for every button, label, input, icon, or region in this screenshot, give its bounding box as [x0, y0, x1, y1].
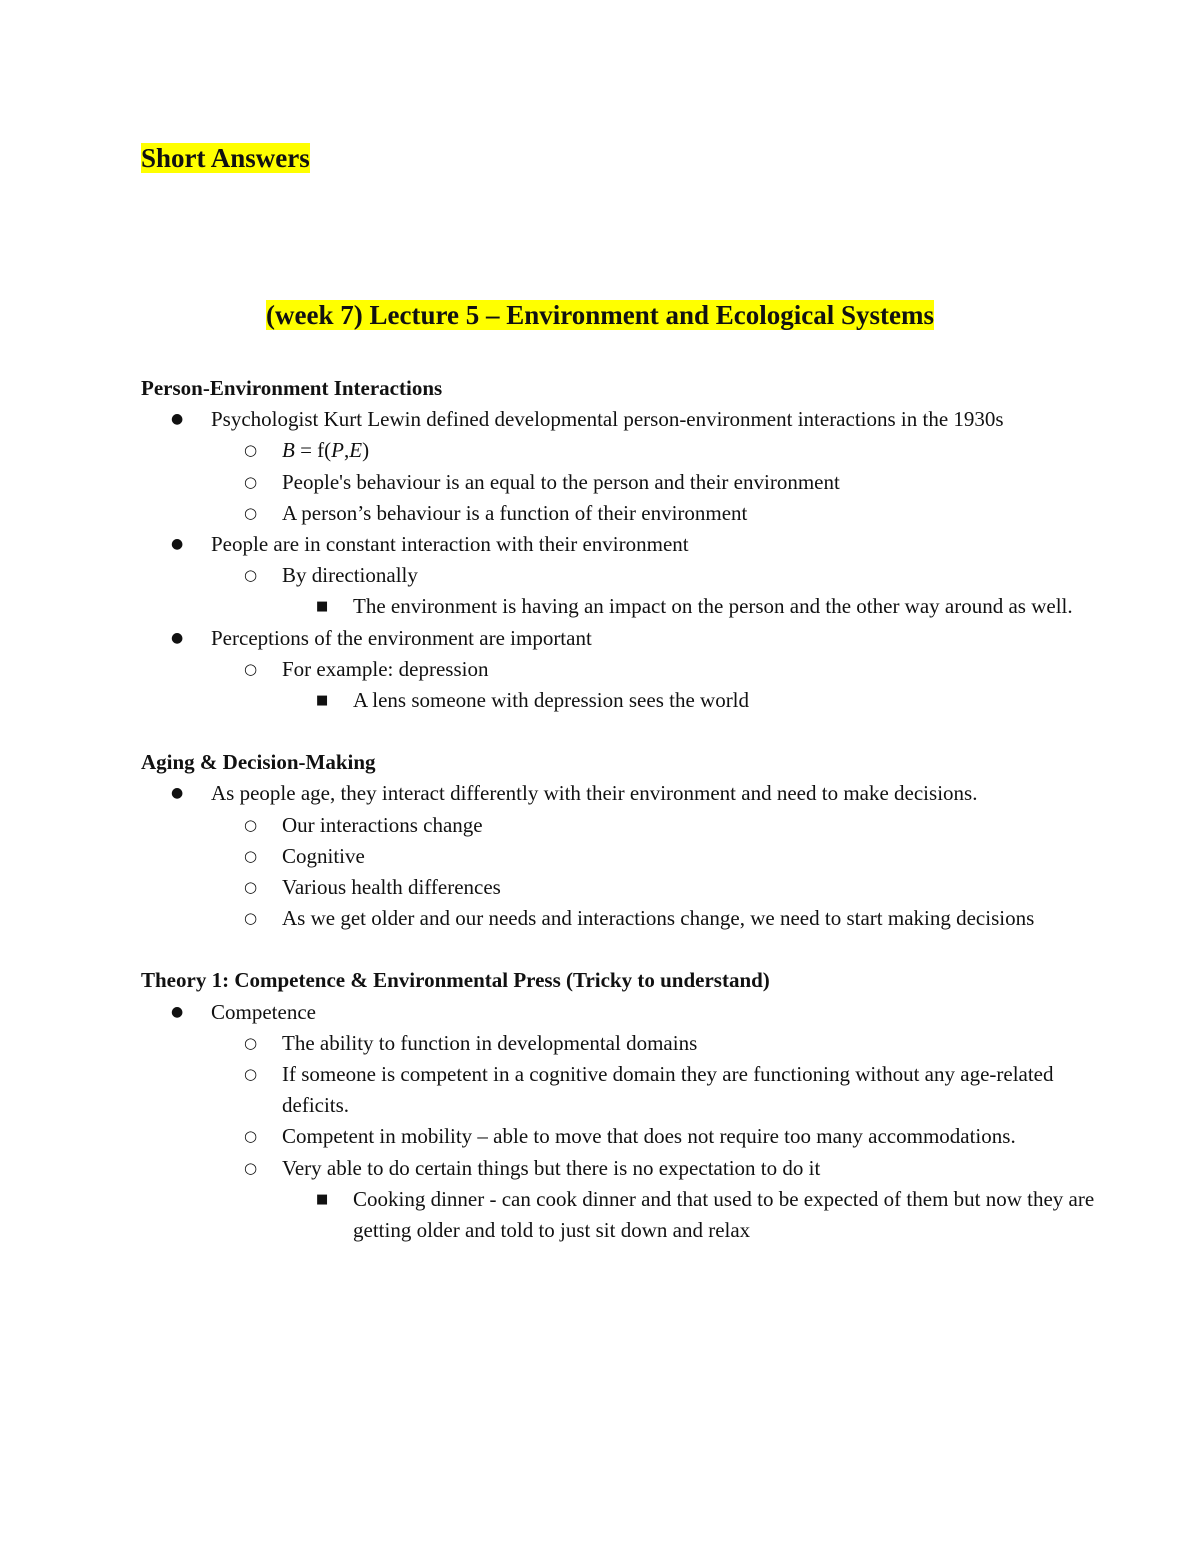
list-item — [211, 1059, 1101, 1121]
list-item-text: Psychologist Kurt Lewin defined developmental person-environment interactions in the 1930s — [211, 407, 1004, 432]
bullet-dot-icon: ● — [171, 411, 184, 428]
list-item — [141, 404, 1101, 529]
section-heading: Theory 1: Competence & Environmental Press (Tricky to understand) — [141, 968, 770, 993]
section — [141, 747, 1101, 934]
bullet-dot-icon: ● — [171, 536, 184, 553]
section — [141, 965, 1101, 1246]
list-item-text: As we get older and our needs and interactions change, we need to start making decisions — [282, 906, 1035, 931]
list-item-text: A person’s behaviour is a function of their environment — [282, 500, 748, 525]
bullet-square-icon: ■ — [316, 1191, 329, 1207]
bullet-circle-icon: ○ — [244, 1127, 258, 1146]
bullet-circle-icon: ○ — [244, 878, 258, 897]
bullet-dot-icon: ● — [171, 629, 184, 646]
list-item — [141, 623, 1101, 717]
bullet-list-level-3 — [282, 685, 1101, 716]
bullet-circle-icon: ○ — [244, 659, 258, 678]
list-item-text: Various health differences — [282, 875, 501, 900]
list-item — [141, 997, 1101, 1247]
list-item — [282, 1184, 1101, 1246]
list-item-text: Cognitive — [282, 843, 365, 868]
list-item — [211, 872, 1101, 903]
list-item — [141, 778, 1101, 934]
notes-body — [141, 373, 1101, 1246]
list-item-text: Perceptions of the environment are important — [211, 625, 592, 650]
list-item — [211, 498, 1101, 529]
list-item-text: People's behaviour is an equal to the person and their environment — [282, 469, 840, 494]
list-item-text: By directionally — [282, 563, 418, 588]
list-item — [211, 560, 1101, 622]
list-item-text: As people age, they interact differently with their environment and need to make decisions. — [211, 781, 978, 806]
list-item — [211, 435, 1101, 466]
list-item-text: A lens someone with depression sees the world — [353, 688, 750, 713]
bullet-circle-icon: ○ — [244, 1065, 258, 1084]
bullet-list-level-1 — [141, 778, 1101, 934]
bullet-circle-icon: ○ — [244, 909, 258, 928]
bullet-list-level-2 — [211, 560, 1101, 622]
list-item-text: Very able to do certain things but there is no expectation to do it — [282, 1155, 821, 1180]
bullet-circle-icon: ○ — [244, 503, 258, 522]
lecture-title — [0, 297, 1200, 333]
bullet-list-level-1 — [141, 404, 1101, 716]
bullet-list-level-2 — [211, 654, 1101, 716]
bullet-dot-icon: ● — [171, 785, 184, 802]
list-item-text: If someone is competent in a cognitive domain they are functioning without any age-related deficits. — [282, 1062, 1054, 1118]
page-heading — [141, 140, 310, 176]
list-item — [211, 841, 1101, 872]
list-item-text: People are in constant interaction with their environment — [211, 532, 689, 557]
list-item — [211, 903, 1101, 934]
list-item — [282, 685, 1101, 716]
list-item — [141, 529, 1101, 623]
list-item — [211, 654, 1101, 716]
page-heading-text: Short Answers — [141, 143, 310, 173]
bullet-circle-icon: ○ — [244, 472, 258, 491]
bullet-list-level-2 — [211, 810, 1101, 935]
bullet-circle-icon: ○ — [244, 1033, 258, 1052]
bullet-circle-icon: ○ — [244, 846, 258, 865]
bullet-list-level-3 — [282, 591, 1101, 622]
list-item-text: The environment is having an impact on the person and the other way around as well. — [353, 594, 1073, 619]
bullet-circle-icon: ○ — [244, 441, 258, 460]
bullet-dot-icon: ● — [171, 1003, 184, 1020]
bullet-list-level-3 — [282, 1184, 1101, 1246]
list-item-text: B = f(P,E) — [282, 438, 370, 463]
section-heading: Person-Environment Interactions — [141, 376, 443, 400]
section-heading: Aging & Decision-Making — [141, 750, 376, 775]
bullet-circle-icon: ○ — [244, 815, 258, 834]
bullet-list-level-2 — [211, 435, 1101, 529]
bullet-square-icon: ■ — [316, 693, 329, 709]
list-item — [211, 1028, 1101, 1059]
list-item-text: The ability to function in developmental domains — [282, 1030, 698, 1055]
lecture-title-text: (week 7) Lecture 5 – Environment and Ecological Systems — [266, 300, 934, 330]
list-item — [211, 1121, 1101, 1152]
section — [141, 373, 1101, 716]
list-item — [211, 810, 1101, 841]
list-item-text: Cooking dinner - can cook dinner and that used to be expected of them but now they are getting older and told to just sit down and relax — [353, 1186, 1095, 1243]
bullet-list-level-1 — [141, 997, 1101, 1247]
list-item-text: Our interactions change — [282, 812, 483, 837]
list-item-text: For example: depression — [282, 656, 489, 681]
list-item — [282, 591, 1101, 622]
list-item-text: Competence — [211, 999, 316, 1024]
list-item — [211, 467, 1101, 498]
list-item-text: Competent in mobility – able to move that does not require too many accommodations. — [282, 1124, 1016, 1149]
list-item — [211, 1153, 1101, 1247]
bullet-square-icon: ■ — [316, 599, 329, 615]
bullet-list-level-2 — [211, 1028, 1101, 1246]
bullet-circle-icon: ○ — [244, 566, 258, 585]
bullet-circle-icon: ○ — [244, 1158, 258, 1177]
